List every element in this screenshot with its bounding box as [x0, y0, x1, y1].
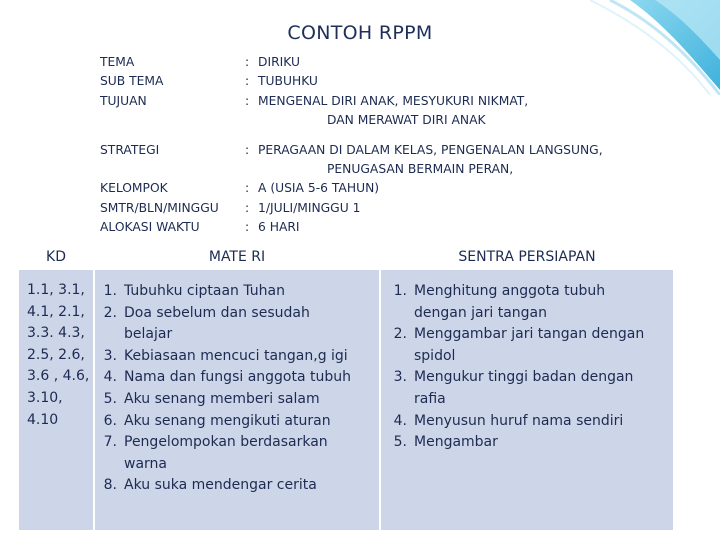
kd-line: 3.10,: [27, 389, 63, 406]
meta-row-alokasi: [100, 218, 603, 237]
kd-line: 1.1, 3.1,: [27, 282, 85, 298]
meta-value: A (USIA 5-6 TAHUN): [258, 181, 380, 196]
item-text: Kebiasaan mencuci tangan,g igi: [124, 347, 348, 364]
item-number: 6.: [103, 412, 117, 429]
list-item: [95, 346, 379, 368]
header-materi: MATE RI: [95, 243, 379, 270]
item-text: Menyusun huruf nama sendiri: [414, 412, 624, 429]
item-number: 4.: [103, 369, 117, 386]
meta-value-continuation: DAN MERAWAT DIRI ANAK: [327, 113, 486, 128]
list-item: [95, 389, 379, 411]
list-item: [95, 432, 379, 475]
item-text: Pengelompokan berdasarkan warna: [124, 434, 328, 472]
materi-list: [95, 281, 379, 497]
list-item: [381, 367, 673, 410]
meta-colon: :: [245, 55, 250, 69]
item-number: 3.: [393, 369, 407, 386]
item-number: 1.: [103, 283, 117, 299]
meta-value-continuation: PENUGASAN BERMAIN PERAN,: [327, 162, 514, 177]
meta-key: KELOMPOK: [100, 181, 168, 196]
sentra-list: [381, 281, 673, 454]
list-item: [381, 411, 673, 433]
item-number: 7.: [103, 434, 117, 451]
meta-row-tema: [100, 53, 603, 72]
item-text: Aku senang memberi salam: [124, 390, 320, 407]
meta-row-subtema: [100, 72, 603, 91]
kd-line: 4.1, 2.1,: [27, 303, 85, 320]
sentra-cell: [381, 270, 673, 530]
list-item: [381, 432, 673, 454]
item-number: 4.: [393, 412, 407, 429]
meta-row-kelompok: [100, 179, 603, 198]
kd-line: 3.6 , 4.6,: [27, 368, 90, 385]
meta-row-tujuan-cont: [100, 111, 603, 130]
item-number: 8.: [103, 477, 117, 494]
list-item: [95, 281, 379, 303]
meta-row-tujuan: [100, 92, 603, 111]
item-text: Aku suka mendengar cerita: [124, 477, 317, 494]
item-number: 1.: [393, 283, 407, 299]
page-title: CONTOH RPPM: [287, 22, 433, 44]
item-text: Aku senang mengikuti aturan: [124, 412, 331, 429]
item-text: Tubuhku ciptaan Tuhan: [124, 283, 285, 299]
header-kd: KD: [19, 243, 93, 270]
meta-colon: :: [245, 93, 250, 108]
meta-section: [100, 53, 603, 238]
header-sentra: SENTRA PERSIAPAN: [381, 243, 673, 270]
item-text: Mengukur tinggi badan dengan rafia: [414, 369, 634, 407]
item-text: Nama dan fungsi anggota tubuh: [124, 369, 352, 386]
meta-row-smtr: [100, 199, 603, 218]
kd-line: 4.10: [27, 411, 59, 428]
meta-value: 6 HARI: [258, 220, 300, 235]
rppm-table: [17, 243, 675, 530]
meta-row-strategi: [100, 141, 603, 160]
list-item: [381, 324, 673, 367]
meta-key: STRATEGI: [100, 142, 160, 157]
meta-value: DIRIKU: [258, 55, 301, 69]
meta-key: SUB TEMA: [100, 74, 164, 89]
kd-line: 3.3. 4.3,: [27, 325, 85, 342]
meta-value: PERAGAAN DI DALAM KELAS, PENGENALAN LANGSUNG,: [258, 142, 603, 157]
item-text: Menghitung anggota tubuh dengan jari tangan: [414, 283, 606, 321]
list-item: [95, 475, 379, 497]
item-text: Mengambar: [414, 434, 498, 451]
list-item: [95, 411, 379, 433]
materi-cell: [95, 270, 379, 530]
item-text: Doa sebelum dan sesudah belajar: [124, 304, 310, 343]
item-number: 5.: [103, 390, 117, 407]
item-number: 3.: [103, 347, 117, 364]
list-item: [95, 303, 379, 346]
item-number: 5.: [393, 434, 407, 451]
meta-row-strategi-cont: [100, 160, 603, 179]
meta-key: SMTR/BLN/MINGGU: [100, 200, 219, 215]
meta-colon: :: [245, 220, 250, 235]
meta-value: TUBUHKU: [258, 74, 318, 89]
kd-line: 2.5, 2.6,: [27, 346, 85, 363]
meta-colon: :: [245, 181, 250, 196]
meta-key: TEMA: [100, 55, 135, 69]
list-item: [381, 281, 673, 324]
table-header-row: [19, 243, 673, 270]
meta-colon: :: [245, 142, 250, 157]
item-text: Menggambar jari tangan dengan spidol: [414, 326, 645, 364]
kd-cell: [19, 270, 93, 530]
meta-colon: :: [245, 74, 250, 89]
meta-value: 1/JULI/MINGGU 1: [258, 200, 361, 215]
meta-key: ALOKASI WAKTU: [100, 220, 200, 235]
meta-key: TUJUAN: [100, 93, 147, 108]
item-number: 2.: [393, 326, 407, 343]
meta-value: MENGENAL DIRI ANAK, MESYUKURI NIKMAT,: [258, 93, 529, 108]
table-row: [19, 270, 673, 530]
item-number: 2.: [103, 304, 117, 321]
meta-colon: :: [245, 200, 250, 215]
list-item: [95, 367, 379, 389]
